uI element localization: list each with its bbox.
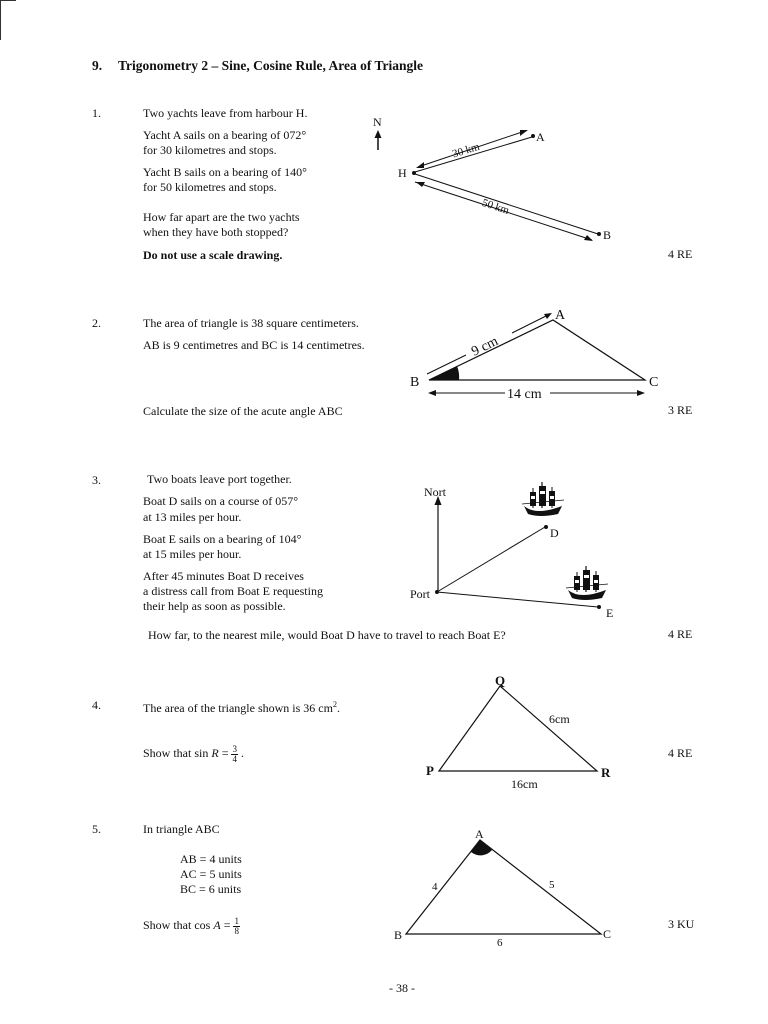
q4-show-text: Show that sin bbox=[143, 746, 209, 760]
length-label-ac: 5 bbox=[549, 879, 555, 891]
q5-given-line: AC = 5 units bbox=[180, 867, 242, 881]
q5-number: 5. bbox=[92, 822, 101, 836]
point-label-b: B bbox=[603, 228, 612, 242]
vertex-label-a: A bbox=[475, 827, 484, 841]
length-label-bc: 14 cm bbox=[507, 387, 542, 402]
q4-frac-den: 4 bbox=[232, 753, 237, 764]
q4-variable: R bbox=[211, 746, 219, 760]
q5-given-line: BC = 6 units bbox=[180, 882, 242, 896]
q5-given-line: AB = 4 units bbox=[180, 852, 242, 866]
q3-text-line: at 15 miles per hour. bbox=[143, 547, 242, 561]
q3-text-line: Two boats leave port together. bbox=[147, 472, 292, 486]
q3-text-line: After 45 minutes Boat D receives bbox=[143, 569, 304, 583]
q5-equals: = bbox=[223, 918, 231, 932]
q4-end: . bbox=[240, 746, 244, 760]
q5-variable: A bbox=[213, 918, 221, 932]
q5-show-text: Show that cos bbox=[143, 918, 211, 932]
length-label-ab: 4 bbox=[432, 881, 438, 893]
q5-frac-den: 8 bbox=[234, 925, 239, 936]
vertex-label-c: C bbox=[649, 375, 659, 390]
q4-area-end: . bbox=[336, 701, 340, 715]
length-label-ab: 9 cm bbox=[469, 333, 501, 360]
q4-area-sup: 2 bbox=[332, 700, 337, 709]
q1-note: Do not use a scale drawing. bbox=[143, 248, 283, 262]
q1-text-line: when they have both stopped? bbox=[143, 225, 289, 239]
vertex-label-p: P bbox=[426, 763, 434, 778]
q3-text-line: a distress call from Boat E requesting bbox=[143, 584, 323, 598]
north-label: N bbox=[373, 115, 382, 129]
q4-area-text: The area of the triangle shown is 36 cm bbox=[143, 701, 333, 715]
q5-intro: In triangle ABC bbox=[143, 822, 220, 836]
section-title: Trigonometry 2 – Sine, Cosine Rule, Area of Triangle bbox=[118, 58, 423, 73]
q3-text-line: their help as soon as possible. bbox=[143, 599, 286, 613]
section-number: 9. bbox=[92, 58, 103, 73]
q5-marks: 3 KU bbox=[668, 917, 695, 931]
q2-text-line: The area of triangle is 38 square centimeters. bbox=[143, 316, 359, 330]
q2-marks: 3 RE bbox=[668, 403, 693, 417]
q3-text-line: Boat D sails on a course of 057° bbox=[143, 494, 299, 508]
q1-text-line: Two yachts leave from harbour H. bbox=[143, 106, 308, 120]
q3-marks: 4 RE bbox=[668, 627, 693, 641]
vertex-label-r: R bbox=[601, 765, 611, 780]
q4-frac-num: 3 bbox=[232, 743, 237, 754]
q1-text-line: How far apart are the two yachts bbox=[143, 210, 300, 224]
q4-equals: = bbox=[221, 746, 229, 760]
length-label-bc: 6 bbox=[497, 937, 503, 949]
q3-task: How far, to the nearest mile, would Boat D have to travel to reach Boat E? bbox=[148, 628, 506, 642]
boat-label-d: D bbox=[550, 526, 559, 540]
q1-number: 1. bbox=[92, 106, 101, 120]
q3-text-line: Boat E sails on a bearing of 104° bbox=[143, 532, 302, 546]
length-label-ha: 30 km bbox=[450, 140, 482, 161]
vertex-label-a: A bbox=[555, 308, 566, 323]
q2-task: Calculate the size of the acute angle ABC bbox=[143, 404, 343, 418]
length-label-hb: 50 km bbox=[480, 196, 511, 217]
vertex-label-q: Q bbox=[495, 673, 506, 688]
length-label-pr: 16cm bbox=[511, 777, 538, 791]
vertex-label-b: B bbox=[394, 928, 403, 942]
q1-text-line: for 30 kilometres and stops. bbox=[143, 143, 277, 157]
page-number: - 38 - bbox=[389, 981, 415, 995]
q3-text-line: at 13 miles per hour. bbox=[143, 510, 242, 524]
point-label-h: H bbox=[398, 166, 407, 180]
port-label: Port bbox=[410, 587, 431, 601]
q1-text-line: Yacht A sails on a bearing of 072° bbox=[143, 128, 307, 142]
q1-text-line: Yacht B sails on a bearing of 140° bbox=[143, 165, 307, 179]
boat-label-e: E bbox=[606, 606, 614, 620]
q5-frac-num: 1 bbox=[234, 915, 239, 926]
point-label-a: A bbox=[536, 130, 545, 144]
q3-number: 3. bbox=[92, 473, 101, 487]
north-label: Nort bbox=[424, 485, 446, 499]
vertex-label-c: C bbox=[603, 927, 612, 941]
q2-number: 2. bbox=[92, 316, 101, 330]
q1-marks: 4 RE bbox=[668, 247, 693, 261]
q4-number: 4. bbox=[92, 698, 101, 712]
q1-text-line: for 50 kilometres and stops. bbox=[143, 180, 277, 194]
vertex-label-b: B bbox=[410, 375, 420, 390]
q4-marks: 4 RE bbox=[668, 746, 693, 760]
length-label-qr: 6cm bbox=[549, 712, 570, 726]
q2-text-line: AB is 9 centimetres and BC is 14 centimetres. bbox=[143, 338, 365, 352]
